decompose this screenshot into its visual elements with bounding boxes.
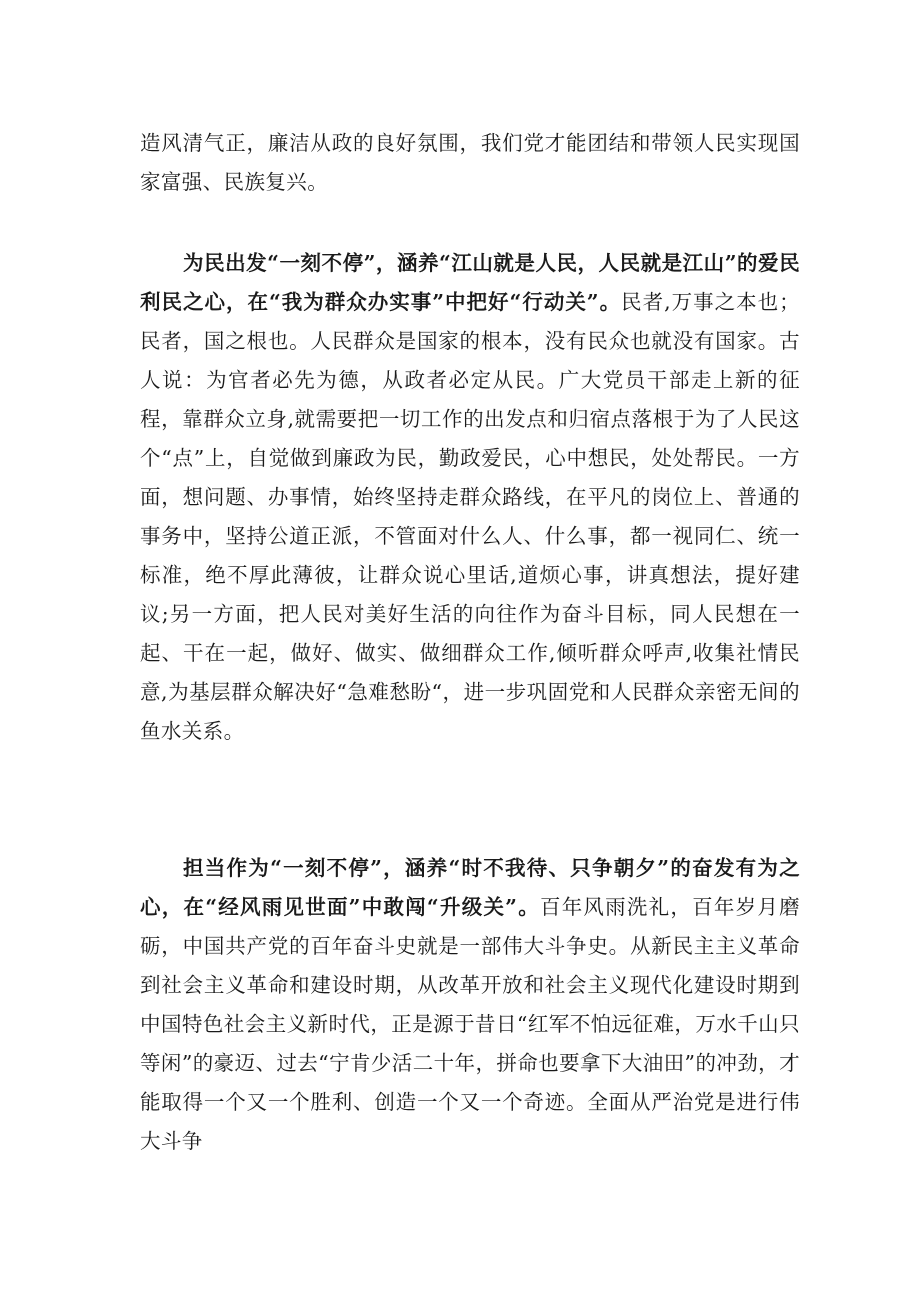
paragraph-serve-people	[140, 244, 800, 751]
paragraph-take-responsibility	[140, 849, 800, 1161]
paragraph-heading: 担当作为“一刻不停”，涵养“时不我待、只争朝夕”的奋发有为之心，在“经风雨见世面”中敢闯“升级关”。	[140, 856, 800, 919]
paragraph-heading: 为民出发“一刻不停”，涵养“江山就是人民，人民就是江山”的爱民利民之心，在“我为群众办实事”中把好“行动关”。	[140, 251, 800, 314]
paragraph-text: 百年风雨洗礼，百年岁月磨砺，中国共产党的百年奋斗史就是一部伟大斗争史。从新民主主义革命到社会主义革命和建设时期，从改革开放和社会主义现代化建设时期到中国特色社会主义新时代，正是源于昔日“红军不怕远征难，万水千山只等闲”的豪迈、过去“宁肯少活二十年，拼命也要拿下大油田”的冲劲，才能取得一个又一个胜利、创造一个又一个奇迹。全面从严治党是进行伟大斗争	[140, 895, 800, 1153]
paragraph-text: 民者,万事之本也；民者，国之根也。人民群众是国家的根本，没有民众也就没有国家。古人说：为官者必先为德，从政者必定从民。广大党员干部走上新的征程，靠群众立身,就需要把一切工作的出发点和归宿点落根于为了人民这个“点”上，自觉做到廉政为民，勤政爱民，心中想民，处处帮民。一方面，想问题、办事情，始终坚持走群众路线，在平凡的岗位上、普通的事务中，坚持公道正派，不管面对什么人、什么事，都一视同仁、统一标准，绝不厚此薄彼，让群众说心里话,道烦心事，讲真想法，提好建议;另一方面，把人民对美好生活的向往作为奋斗目标，同人民想在一起、干在一起，做好、做实、做细群众工作,倾听群众呼声,收集社情民意,为基层群众解决好“急难愁盼“，进一步巩固党和人民群众亲密无间的鱼水关系。	[140, 290, 801, 743]
paragraph-continuation	[140, 124, 800, 202]
paragraph-text: 造风清气正，廉洁从政的良好氛围，我们党才能团结和带领人民实现国家富强、民族复兴。	[140, 131, 800, 194]
